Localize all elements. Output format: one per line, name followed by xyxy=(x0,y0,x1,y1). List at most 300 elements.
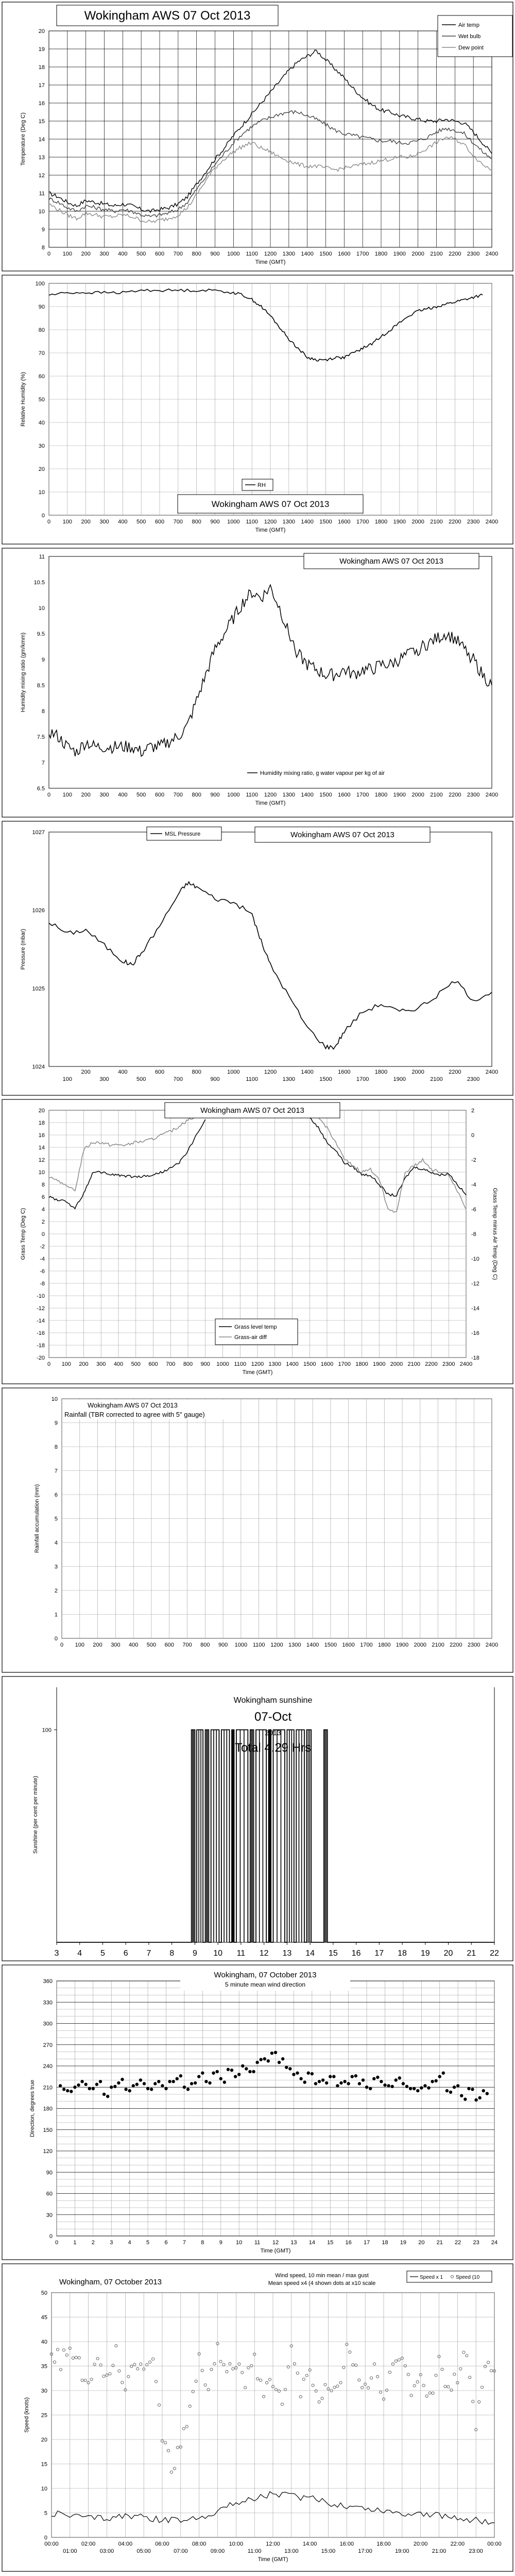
x-tick-label: 2400 xyxy=(485,1642,499,1648)
y-tick-label: -8 xyxy=(40,1281,45,1287)
x-tick-label: 200 xyxy=(81,519,91,525)
y-tick-label: 4 xyxy=(54,1540,58,1546)
direction-point xyxy=(456,2084,459,2087)
y-tick-label: 240 xyxy=(43,2063,53,2070)
direction-point xyxy=(325,2081,328,2084)
y-tick-label: 8 xyxy=(41,1182,45,1188)
x-tick-label: 1700 xyxy=(356,519,369,525)
x-tick-label: 1100 xyxy=(252,1642,265,1648)
x-tick-label: 14 xyxy=(305,1949,315,1958)
y-tick-label: 40 xyxy=(41,2339,47,2345)
x-tick-label: 22 xyxy=(490,1949,499,1958)
y-tick-label: -16 xyxy=(37,1330,45,1336)
y-tick-label: 14 xyxy=(38,1145,45,1151)
y-tick-label: 16 xyxy=(38,100,45,107)
direction-point xyxy=(442,2072,445,2075)
direction-point xyxy=(176,2077,179,2080)
x-tick-label: 0 xyxy=(47,792,51,798)
y-tick-label: 10 xyxy=(38,489,45,496)
direction-point xyxy=(150,2088,153,2091)
y-tick-label: 0 xyxy=(44,2535,47,2541)
x-tick-label: 15 xyxy=(327,2240,334,2246)
x-tick-label: 100 xyxy=(61,1361,71,1367)
x-tick-label: 1700 xyxy=(356,792,369,798)
x-tick-label: 1300 xyxy=(282,519,296,525)
direction-point xyxy=(70,2090,73,2093)
chart-title: Wokingham AWS 07 Oct 2013 xyxy=(84,9,251,23)
direction-point xyxy=(380,2080,383,2083)
x-tick-label: 1300 xyxy=(268,1361,281,1367)
x-tick-label: 15:00 xyxy=(321,2548,336,2554)
x-axis-label: Time (GMT) xyxy=(255,527,286,533)
x-tick-label: 1400 xyxy=(286,1361,299,1367)
x-tick-label: 2000 xyxy=(411,1069,424,1075)
x-tick-label: 2400 xyxy=(485,519,499,525)
x-tick-label: 00:00 xyxy=(487,2541,502,2547)
x-tick-label: 900 xyxy=(210,519,220,525)
y-tick-label: 14 xyxy=(38,137,45,143)
x-tick-label: 00:00 xyxy=(44,2541,59,2547)
direction-point xyxy=(263,2057,266,2060)
direction-point xyxy=(347,2082,350,2085)
x-tick-label: 1800 xyxy=(374,519,388,525)
legend-label: Humidity mixing ratio, g water vapour per kg of air xyxy=(260,770,385,776)
rainfall-chart xyxy=(0,1386,515,1674)
x-tick-label: 21 xyxy=(467,1949,476,1958)
y-tick-label: 10 xyxy=(41,2486,47,2492)
x-tick-label: 1400 xyxy=(301,1069,314,1075)
x-tick-label: 16 xyxy=(345,2240,352,2246)
x-tick-label: 14:00 xyxy=(302,2541,317,2547)
x-axis-label: Time (GMT) xyxy=(260,2248,291,2254)
direction-point xyxy=(445,2089,449,2092)
y-axis-label: Sunshine (per cent per minute) xyxy=(32,1775,39,1854)
direction-point xyxy=(471,2088,474,2091)
y-tick-label: -18 xyxy=(37,1343,45,1349)
x-tick-label: 24 xyxy=(491,2240,498,2246)
y-tick-label: 10 xyxy=(51,1396,58,1402)
x-tick-label: 9 xyxy=(219,2240,222,2246)
x-tick-label: 1200 xyxy=(264,1069,277,1075)
direction-point xyxy=(365,2086,368,2089)
y-axis-label: Humidity mixing ratio (gm/kmm) xyxy=(20,632,26,713)
y-tick-label: 11 xyxy=(39,554,45,560)
x-tick-label: 1000 xyxy=(234,1642,248,1648)
direction-point xyxy=(186,2088,190,2091)
legend-label: Air temp xyxy=(458,22,479,28)
x-tick-label: 500 xyxy=(146,1642,157,1648)
air-temp-chart xyxy=(0,0,515,273)
direction-point xyxy=(92,2087,95,2090)
x-tick-label: 2100 xyxy=(430,1076,443,1082)
direction-point xyxy=(219,2077,222,2080)
direction-point xyxy=(288,2067,291,2070)
x-tick-label: 1800 xyxy=(374,1069,388,1075)
x-tick-label: 200 xyxy=(93,1642,102,1648)
x-tick-label: 1000 xyxy=(216,1361,229,1367)
x-tick-label: 1500 xyxy=(324,1642,337,1648)
chart-year: 2013 xyxy=(265,1728,281,1737)
direction-point xyxy=(307,2072,310,2075)
x-tick-label: 04:00 xyxy=(118,2541,133,2547)
direction-point xyxy=(153,2082,157,2085)
x-tick-label: 10 xyxy=(213,1949,223,1958)
direction-point xyxy=(434,2079,437,2082)
direction-point xyxy=(234,2075,237,2078)
x-tick-label: 400 xyxy=(118,792,128,798)
y-tick-label: 8.5 xyxy=(37,683,45,689)
x-tick-label: 600 xyxy=(148,1361,158,1367)
x-tick-label: 1300 xyxy=(282,792,296,798)
x-tick-label: 1 xyxy=(73,2240,77,2246)
legend-label: Grass-air diff xyxy=(234,1334,267,1341)
x-tick-label: 21 xyxy=(436,2240,443,2246)
direction-point xyxy=(314,2082,317,2085)
y-tick-label: -2 xyxy=(40,1244,45,1250)
y-tick-label: 7 xyxy=(54,1468,58,1475)
direction-point xyxy=(431,2080,434,2083)
direction-point xyxy=(245,2067,248,2070)
x-tick-label: 1500 xyxy=(303,1361,316,1367)
direction-point xyxy=(73,2086,76,2089)
x-tick-label: 2200 xyxy=(449,251,461,257)
direction-point xyxy=(420,2086,423,2089)
y-axis-label: Speed (knots) xyxy=(24,2397,30,2433)
x-tick-label: 14 xyxy=(308,2240,315,2246)
x-tick-label: 16:00 xyxy=(339,2541,354,2547)
direction-point xyxy=(303,2080,306,2083)
x-axis-label: Time (GMT) xyxy=(258,2556,288,2563)
x-tick-label: 05:00 xyxy=(136,2548,151,2554)
x-tick-label: 100 xyxy=(62,519,73,525)
x-tick-label: 1100 xyxy=(234,1361,247,1367)
x-tick-label: 1800 xyxy=(378,1642,391,1648)
x-tick-label: 1500 xyxy=(319,519,332,525)
x-tick-label: 2400 xyxy=(485,792,499,798)
chart-title: Wokingham AWS 07 Oct 2013 xyxy=(211,499,330,509)
grass-temp-chart xyxy=(0,1097,515,1386)
direction-point xyxy=(394,2078,398,2081)
y-tick-label: 12 xyxy=(38,173,45,179)
y-tick-label: 45 xyxy=(41,2314,47,2321)
direction-point xyxy=(351,2075,354,2078)
direction-point xyxy=(248,2070,251,2073)
y-tick-label: 100 xyxy=(42,1727,52,1734)
x-tick-label: 1900 xyxy=(373,1361,386,1367)
direction-point xyxy=(449,2091,452,2094)
x-tick-label: 100 xyxy=(75,1642,84,1648)
x-tick-label: 07:00 xyxy=(174,2548,188,2554)
x-tick-label: 2300 xyxy=(442,1361,455,1367)
x-tick-label: 0 xyxy=(55,2240,59,2246)
x-tick-label: 23:00 xyxy=(469,2548,483,2554)
x-tick-label: 2300 xyxy=(467,251,480,257)
chart-subtitle-2: Mean speed x4 (4 shown dots at x10 scale xyxy=(268,2280,376,2286)
legend-label: Dew point xyxy=(458,45,484,51)
x-tick-label: 2200 xyxy=(449,519,461,525)
x-tick-label: 2000 xyxy=(411,251,424,257)
x-tick-label: 7 xyxy=(146,1949,151,1958)
direction-point xyxy=(296,2072,299,2075)
y2-tick-label: -18 xyxy=(471,1355,479,1361)
direction-point xyxy=(270,2052,273,2055)
y-tick-label: 90 xyxy=(38,304,45,310)
y-tick-label: 70 xyxy=(38,350,45,357)
direction-point xyxy=(241,2064,244,2067)
x-tick-label: 800 xyxy=(192,1069,201,1075)
chart-title: Wokingham, 07 October 2013 xyxy=(59,2278,162,2286)
x-tick-label: 1200 xyxy=(251,1361,264,1367)
direction-point xyxy=(113,2085,116,2088)
x-tick-label: 2200 xyxy=(449,1069,461,1075)
x-tick-label: 800 xyxy=(192,519,201,525)
direction-point xyxy=(197,2075,200,2078)
direction-point xyxy=(161,2084,164,2087)
x-tick-label: 2400 xyxy=(485,251,499,257)
x-tick-label: 200 xyxy=(81,1069,91,1075)
direction-point xyxy=(398,2076,401,2079)
y-tick-label: -12 xyxy=(37,1306,45,1312)
y-tick-label: 16 xyxy=(38,1132,45,1139)
direction-point xyxy=(212,2072,215,2075)
x-tick-label: 1400 xyxy=(301,251,314,257)
x-tick-label: 13 xyxy=(290,2240,297,2246)
direction-point xyxy=(460,2094,463,2097)
x-tick-label: 300 xyxy=(99,519,109,525)
x-tick-label: 12 xyxy=(272,2240,279,2246)
x-tick-label: 700 xyxy=(166,1361,176,1367)
direction-point xyxy=(329,2075,332,2078)
x-tick-label: 1200 xyxy=(270,1642,283,1648)
x-tick-label: 2300 xyxy=(467,1076,480,1082)
x-tick-label: 300 xyxy=(99,1076,109,1082)
x-tick-label: 900 xyxy=(210,792,220,798)
y-axis-label: Temperature (Deg C) xyxy=(20,112,26,166)
x-tick-label: 17 xyxy=(374,1949,384,1958)
x-tick-label: 20:00 xyxy=(413,2541,428,2547)
x-tick-label: 1400 xyxy=(306,1642,319,1648)
direction-point xyxy=(409,2087,412,2090)
y-tick-label: 1025 xyxy=(32,986,45,992)
x-tick-label: 600 xyxy=(154,792,165,798)
x-tick-label: 1000 xyxy=(227,251,240,257)
direction-point xyxy=(237,2073,241,2076)
x-tick-label: 09:00 xyxy=(210,2548,225,2554)
x-tick-label: 1700 xyxy=(356,251,369,257)
direction-point xyxy=(84,2083,87,2086)
direction-point xyxy=(99,2080,102,2083)
y-tick-label: 18 xyxy=(38,1120,45,1126)
y2-tick-label: -2 xyxy=(471,1157,476,1163)
x-tick-label: 0 xyxy=(60,1642,64,1648)
direction-point xyxy=(95,2083,98,2086)
direction-point xyxy=(77,2083,80,2087)
x-tick-label: 11 xyxy=(254,2240,261,2246)
x-tick-label: 1600 xyxy=(338,251,351,257)
x-tick-label: 01:00 xyxy=(63,2548,77,2554)
x-tick-label: 300 xyxy=(111,1642,121,1648)
y-tick-label: -6 xyxy=(40,1268,45,1275)
direction-point xyxy=(362,2078,365,2081)
x-tick-label: 1300 xyxy=(282,1076,296,1082)
x-tick-label: 1600 xyxy=(342,1642,355,1648)
x-tick-label: 100 xyxy=(62,251,73,257)
x-tick-label: 20 xyxy=(443,1949,453,1958)
direction-point xyxy=(204,2080,208,2083)
y2-tick-label: -6 xyxy=(471,1207,476,1213)
x-tick-label: 0 xyxy=(47,519,51,525)
x-tick-label: 6 xyxy=(164,2240,168,2246)
y-tick-label: 30 xyxy=(46,2212,53,2218)
direction-point xyxy=(157,2080,160,2083)
x-tick-label: 2100 xyxy=(407,1361,420,1367)
direction-point xyxy=(486,2092,489,2095)
y-tick-label: 6 xyxy=(41,1194,45,1200)
direction-point xyxy=(299,2077,302,2080)
direction-point xyxy=(194,2081,197,2084)
x-tick-label: 15 xyxy=(328,1949,338,1958)
y-tick-label: -14 xyxy=(37,1318,45,1324)
x-tick-label: 1500 xyxy=(319,1076,332,1082)
chart-total: Total 4.29 Hrs xyxy=(234,1741,312,1755)
y-tick-label: 20 xyxy=(41,2437,47,2443)
x-tick-label: 200 xyxy=(81,792,91,798)
direction-point xyxy=(230,2069,233,2072)
x-tick-label: 700 xyxy=(173,1076,183,1082)
x-tick-label: 1100 xyxy=(246,1076,258,1082)
y-tick-label: 6 xyxy=(54,1492,58,1498)
y-tick-label: 9 xyxy=(54,1420,58,1427)
x-tick-label: 1600 xyxy=(338,792,351,798)
x-tick-label: 1300 xyxy=(282,251,296,257)
y-tick-label: 5 xyxy=(54,1516,58,1522)
chart-title: Wokingham AWS 07 Oct 2013 xyxy=(200,1106,304,1115)
x-tick-label: 600 xyxy=(154,251,165,257)
direction-point xyxy=(215,2070,218,2073)
x-tick-label: 2 xyxy=(91,2240,95,2246)
plot-area xyxy=(49,556,492,788)
y-axis-label: Pressure (mbar) xyxy=(20,928,26,970)
x-tick-label: 21:00 xyxy=(432,2548,447,2554)
direction-point xyxy=(62,2088,65,2091)
x-tick-label: 400 xyxy=(113,1361,124,1367)
y-tick-label: 17 xyxy=(38,82,45,89)
x-tick-label: 900 xyxy=(218,1642,228,1648)
direction-point xyxy=(467,2087,470,2090)
y-tick-label: 60 xyxy=(46,2191,53,2197)
direction-point xyxy=(183,2086,186,2089)
x-tick-label: 2300 xyxy=(467,519,480,525)
y-tick-label: 330 xyxy=(43,1999,53,2006)
relative-humidity-chart xyxy=(0,273,515,546)
y-tick-label: 60 xyxy=(38,374,45,380)
chart-subtitle: 07-Oct xyxy=(254,1710,292,1724)
x-tick-label: 1800 xyxy=(355,1361,368,1367)
y-tick-label: 50 xyxy=(41,2290,47,2296)
x-tick-label: 2100 xyxy=(430,519,443,525)
x-tick-label: 800 xyxy=(192,792,201,798)
x-tick-label: 1000 xyxy=(227,1069,240,1075)
x-tick-label: 700 xyxy=(173,251,183,257)
x-tick-label: 2000 xyxy=(390,1361,403,1367)
x-tick-label: 1200 xyxy=(264,792,277,798)
direction-point xyxy=(390,2085,393,2088)
x-tick-label: 500 xyxy=(136,519,146,525)
direction-point xyxy=(438,2075,441,2078)
x-tick-label: 12 xyxy=(259,1949,269,1958)
x-tick-label: 1600 xyxy=(338,519,351,525)
x-tick-label: 22:00 xyxy=(450,2541,465,2547)
x-tick-label: 0 xyxy=(47,1361,51,1367)
x-tick-label: 2100 xyxy=(430,251,443,257)
direction-point xyxy=(267,2059,270,2062)
x-tick-label: 6 xyxy=(123,1949,128,1958)
x-tick-label: 02:00 xyxy=(81,2541,96,2547)
direction-point xyxy=(423,2084,426,2087)
direction-point xyxy=(255,2061,259,2064)
direction-point xyxy=(102,2093,106,2096)
direction-point xyxy=(164,2087,167,2090)
y2-tick-label: 2 xyxy=(471,1108,475,1114)
y-tick-label: 15 xyxy=(38,118,45,125)
x-tick-label: 800 xyxy=(183,1361,193,1367)
x-tick-label: 900 xyxy=(200,1361,210,1367)
x-tick-label: 2300 xyxy=(467,792,480,798)
x-tick-label: 2000 xyxy=(414,1642,427,1648)
x-tick-label: 1700 xyxy=(338,1361,351,1367)
x-tick-label: 400 xyxy=(128,1642,139,1648)
y-tick-label: 1024 xyxy=(32,1064,45,1070)
x-tick-label: 500 xyxy=(136,1076,146,1082)
chart-title: Wokingham, 07 October 2013 xyxy=(214,1971,317,1979)
direction-point xyxy=(190,2082,193,2085)
y-tick-label: 0 xyxy=(49,2233,53,2240)
chart-title: Wokingham sunshine xyxy=(233,1696,313,1705)
mixing-ratio-chart xyxy=(0,546,515,819)
x-tick-label: 7 xyxy=(182,2240,186,2246)
y-tick-label: 0 xyxy=(54,1636,58,1642)
x-tick-label: 18 xyxy=(382,2240,388,2246)
x-tick-label: 1500 xyxy=(319,792,332,798)
x-tick-label: 8 xyxy=(169,1949,175,1958)
x-tick-label: 2300 xyxy=(467,1642,480,1648)
x-tick-label: 1700 xyxy=(360,1642,373,1648)
x-tick-label: 1900 xyxy=(393,519,406,525)
y-tick-label: 30 xyxy=(38,443,45,449)
x-tick-label: 1900 xyxy=(393,792,406,798)
x-tick-label: 13:00 xyxy=(284,2548,299,2554)
y-tick-label: 1027 xyxy=(32,829,45,836)
y2-tick-label: -16 xyxy=(471,1330,479,1336)
direction-point xyxy=(281,2057,284,2060)
x-tick-label: 0 xyxy=(47,251,51,257)
x-tick-label: 1900 xyxy=(393,1076,406,1082)
x-tick-label: 300 xyxy=(99,251,109,257)
x-tick-label: 10 xyxy=(236,2240,243,2246)
y-tick-label: 8 xyxy=(41,708,45,715)
y-tick-label: 40 xyxy=(38,420,45,426)
y-tick-label: 4 xyxy=(41,1207,45,1213)
y-tick-label: 120 xyxy=(43,2148,53,2155)
x-axis-label: Time (GMT) xyxy=(242,1369,273,1376)
direction-point xyxy=(278,2061,281,2064)
x-tick-label: 100 xyxy=(62,1076,73,1082)
y-tick-label: 12 xyxy=(38,1157,45,1163)
direction-point xyxy=(252,2070,255,2073)
direction-point xyxy=(343,2080,346,2083)
direction-point xyxy=(117,2081,120,2084)
x-tick-label: 3 xyxy=(54,1949,59,1958)
